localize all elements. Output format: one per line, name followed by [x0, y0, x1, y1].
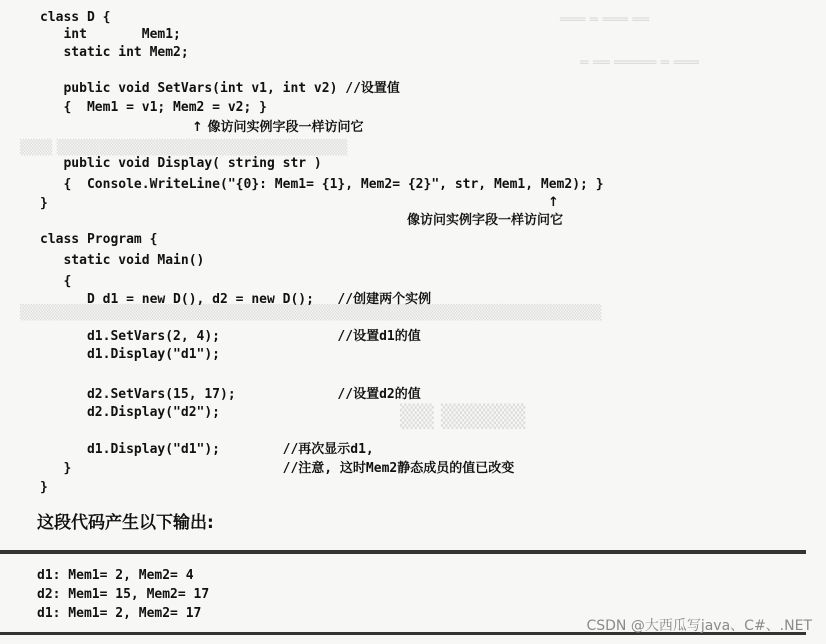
- code-line: }: [40, 480, 48, 495]
- code-line: int Mem1;: [40, 27, 181, 42]
- code-line: class Program {: [40, 232, 158, 247]
- bleed-through-text: ▒▒▒ ▒▒▒▒▒▒▒▒▒▒▒▒▒▒▒▒▒▒▒▒▒▒▒▒▒▒▒: [20, 140, 348, 156]
- bleed-through-text: ═══ ═ ═══ ══: [560, 12, 650, 28]
- code-line: { Mem1 = v1; Mem2 = v2; }: [40, 100, 267, 115]
- code-line: d2.Display("d2");: [40, 405, 221, 420]
- code-line: static void Main(): [40, 253, 205, 268]
- annotation-note: ↑ 像访问实例字段一样访问它: [192, 120, 364, 135]
- bleed-through-text: ▒▒ ▒▒▒▒▒: [400, 405, 526, 430]
- output-line: d1: Mem1= 2, Mem2= 17: [37, 606, 202, 621]
- code-line: public void SetVars(int v1, int v2) //设置值: [40, 81, 400, 96]
- up-arrow-icon: ↑: [192, 120, 203, 135]
- code-line: { Console.WriteLine("{0}: Mem1= {1}, Mem2= {2}", str, Mem1, Mem2); }: [40, 177, 604, 192]
- bleed-through-text: ▒▒▒▒▒▒▒▒▒▒▒▒▒▒▒▒▒▒▒▒▒▒▒▒▒▒▒▒▒▒▒▒▒▒▒▒▒▒▒▒▒▒▒▒▒▒▒▒▒▒▒▒▒▒: [20, 305, 602, 321]
- code-line: d1.Display("d1"); //再次显示d1,: [40, 442, 374, 457]
- code-line: d1.Display("d1");: [40, 347, 221, 362]
- code-line: d2.SetVars(15, 17); //设置d2的值: [40, 387, 421, 402]
- code-line: } //注意, 这时Mem2静态成员的值已改变: [40, 461, 515, 476]
- bleed-through-text: ═ ══ ═════ ═ ═══: [580, 55, 699, 71]
- output-heading: 这段代码产生以下输出:: [37, 513, 214, 533]
- output-line: d1: Mem1= 2, Mem2= 4: [37, 568, 194, 583]
- code-line: d1.SetVars(2, 4); //设置d1的值: [40, 329, 421, 344]
- code-line: class D {: [40, 10, 111, 25]
- watermark: CSDN @大西瓜写java、C#、.NET: [586, 618, 812, 634]
- up-arrow-icon: ↑: [548, 195, 559, 210]
- code-line: {: [40, 274, 72, 289]
- code-line: D d1 = new D(), d2 = new D(); //创建两个实例: [40, 292, 432, 307]
- divider-top: [0, 550, 806, 554]
- output-line: d2: Mem1= 15, Mem2= 17: [37, 587, 210, 602]
- code-line: static int Mem2;: [40, 45, 189, 60]
- code-line: public void Display( string str ): [40, 156, 322, 171]
- code-line: }: [40, 196, 48, 211]
- annotation-note: 像访问实例字段一样访问它: [407, 213, 564, 228]
